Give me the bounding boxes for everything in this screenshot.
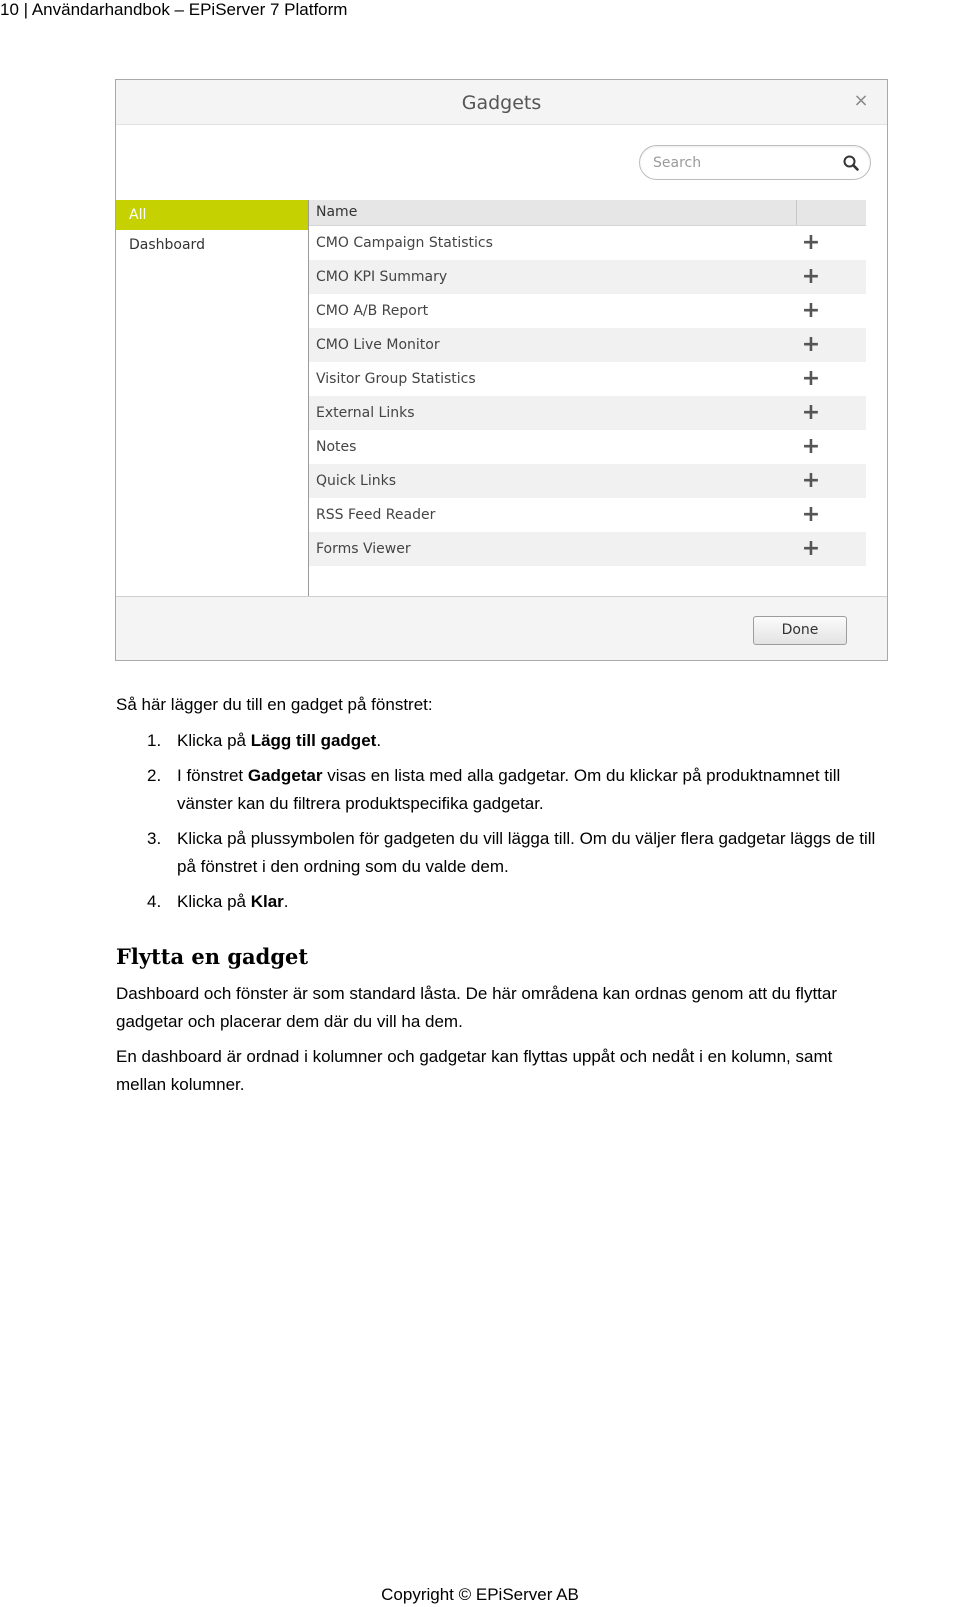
gadget-name: CMO A/B Report [316, 303, 429, 319]
add-icon[interactable]: + [801, 536, 821, 561]
step-text: Klicka på [177, 731, 251, 750]
step-text-line2: vänster kan du filtrera produktspecifika gadgetar. [177, 794, 544, 813]
add-icon[interactable]: + [801, 400, 821, 425]
gadget-row[interactable] [309, 430, 866, 464]
gadget-row[interactable] [309, 226, 866, 260]
add-icon[interactable]: + [801, 298, 821, 323]
column-header-name[interactable] [309, 200, 866, 226]
add-icon[interactable]: + [801, 230, 821, 255]
intro-text: Så här lägger du till en gadget på fönstret: [116, 695, 433, 714]
step-emphasis: Klar [250, 892, 284, 911]
gadget-name: CMO Live Monitor [316, 337, 440, 353]
search-box[interactable] [639, 145, 871, 180]
add-icon[interactable]: + [801, 468, 821, 493]
gadget-name: Quick Links [316, 473, 397, 489]
gadget-row[interactable] [309, 362, 866, 396]
gadget-row[interactable] [309, 260, 866, 294]
gadgets-dialog [115, 79, 888, 661]
gadget-name: Visitor Group Statistics [316, 371, 476, 387]
search-icon[interactable] [842, 154, 860, 172]
add-icon[interactable]: + [801, 502, 821, 527]
step-emphasis: Lägg till gadget [250, 731, 377, 750]
step-number: 4. [147, 892, 162, 911]
paragraph-line: gadgetar och placerar dem där du vill ha dem. [116, 1012, 463, 1031]
paragraph [116, 1043, 946, 1099]
category-all[interactable]: All [116, 200, 308, 230]
gadget-name: RSS Feed Reader [316, 507, 436, 523]
paragraph-line: mellan kolumner. [116, 1075, 245, 1094]
step-item [116, 888, 956, 916]
add-icon[interactable]: + [801, 264, 821, 289]
step-text: Klicka på plussymbolen för gadgeten du vill lägga till. Om du väljer flera gadgetar läggs de till [177, 829, 876, 848]
section-heading: Flytta en gadget [116, 944, 309, 969]
paragraph [116, 980, 946, 1036]
close-icon[interactable]: × [853, 90, 869, 111]
gadget-name: Forms Viewer [316, 541, 411, 557]
step-number: 2. [147, 766, 162, 785]
done-button[interactable]: Done [753, 616, 847, 645]
add-icon[interactable]: + [801, 366, 821, 391]
page-footer: Copyright © EPiServer AB [381, 1585, 579, 1604]
add-icon[interactable]: + [801, 434, 821, 459]
gadget-name: CMO Campaign Statistics [316, 235, 493, 251]
category-panel [116, 200, 309, 596]
gadget-row[interactable] [309, 498, 866, 532]
paragraph-line: Dashboard och fönster är som standard låsta. De här områdena kan ordnas genom att du flyttar [116, 984, 838, 1003]
gadget-row[interactable] [309, 328, 866, 362]
step-text: . [283, 892, 289, 911]
paragraph-line: En dashboard är ordnad i kolumner och gadgetar kan flyttas uppåt och nedåt i en kolumn, samt [116, 1047, 833, 1066]
step-text: I fönstret [177, 766, 248, 785]
add-icon[interactable]: + [801, 332, 821, 357]
search-input[interactable] [653, 152, 833, 174]
dialog-body [116, 124, 887, 597]
step-item [116, 825, 956, 881]
step-number: 1. [147, 731, 162, 750]
gadget-row[interactable] [309, 532, 866, 566]
gadget-row[interactable] [309, 396, 866, 430]
step-item [116, 762, 956, 818]
step-item [116, 727, 956, 755]
gadget-name: CMO KPI Summary [316, 269, 448, 285]
step-text-line2: på fönstret i den ordning som du valde dem. [177, 857, 509, 876]
step-text: . [376, 731, 382, 750]
gadget-name: External Links [316, 405, 415, 421]
dialog-title: Gadgets [461, 92, 542, 114]
gadget-list [309, 200, 866, 566]
steps-list [116, 727, 956, 923]
gadget-row[interactable] [309, 464, 866, 498]
gadget-row[interactable] [309, 294, 866, 328]
gadget-name: Notes [316, 439, 357, 455]
step-text: Klicka på [177, 892, 251, 911]
column-header-label: Name [316, 204, 358, 220]
step-emphasis: Gadgetar [247, 766, 323, 785]
step-number: 3. [147, 829, 162, 848]
category-dashboard[interactable]: Dashboard [129, 237, 205, 253]
column-divider [796, 200, 797, 225]
step-text: visas en lista med alla gadgetar. Om du klickar på produktnamnet till [322, 766, 841, 785]
page-header: 10 | Användarhandbok – EPiServer 7 Platform [0, 0, 348, 19]
